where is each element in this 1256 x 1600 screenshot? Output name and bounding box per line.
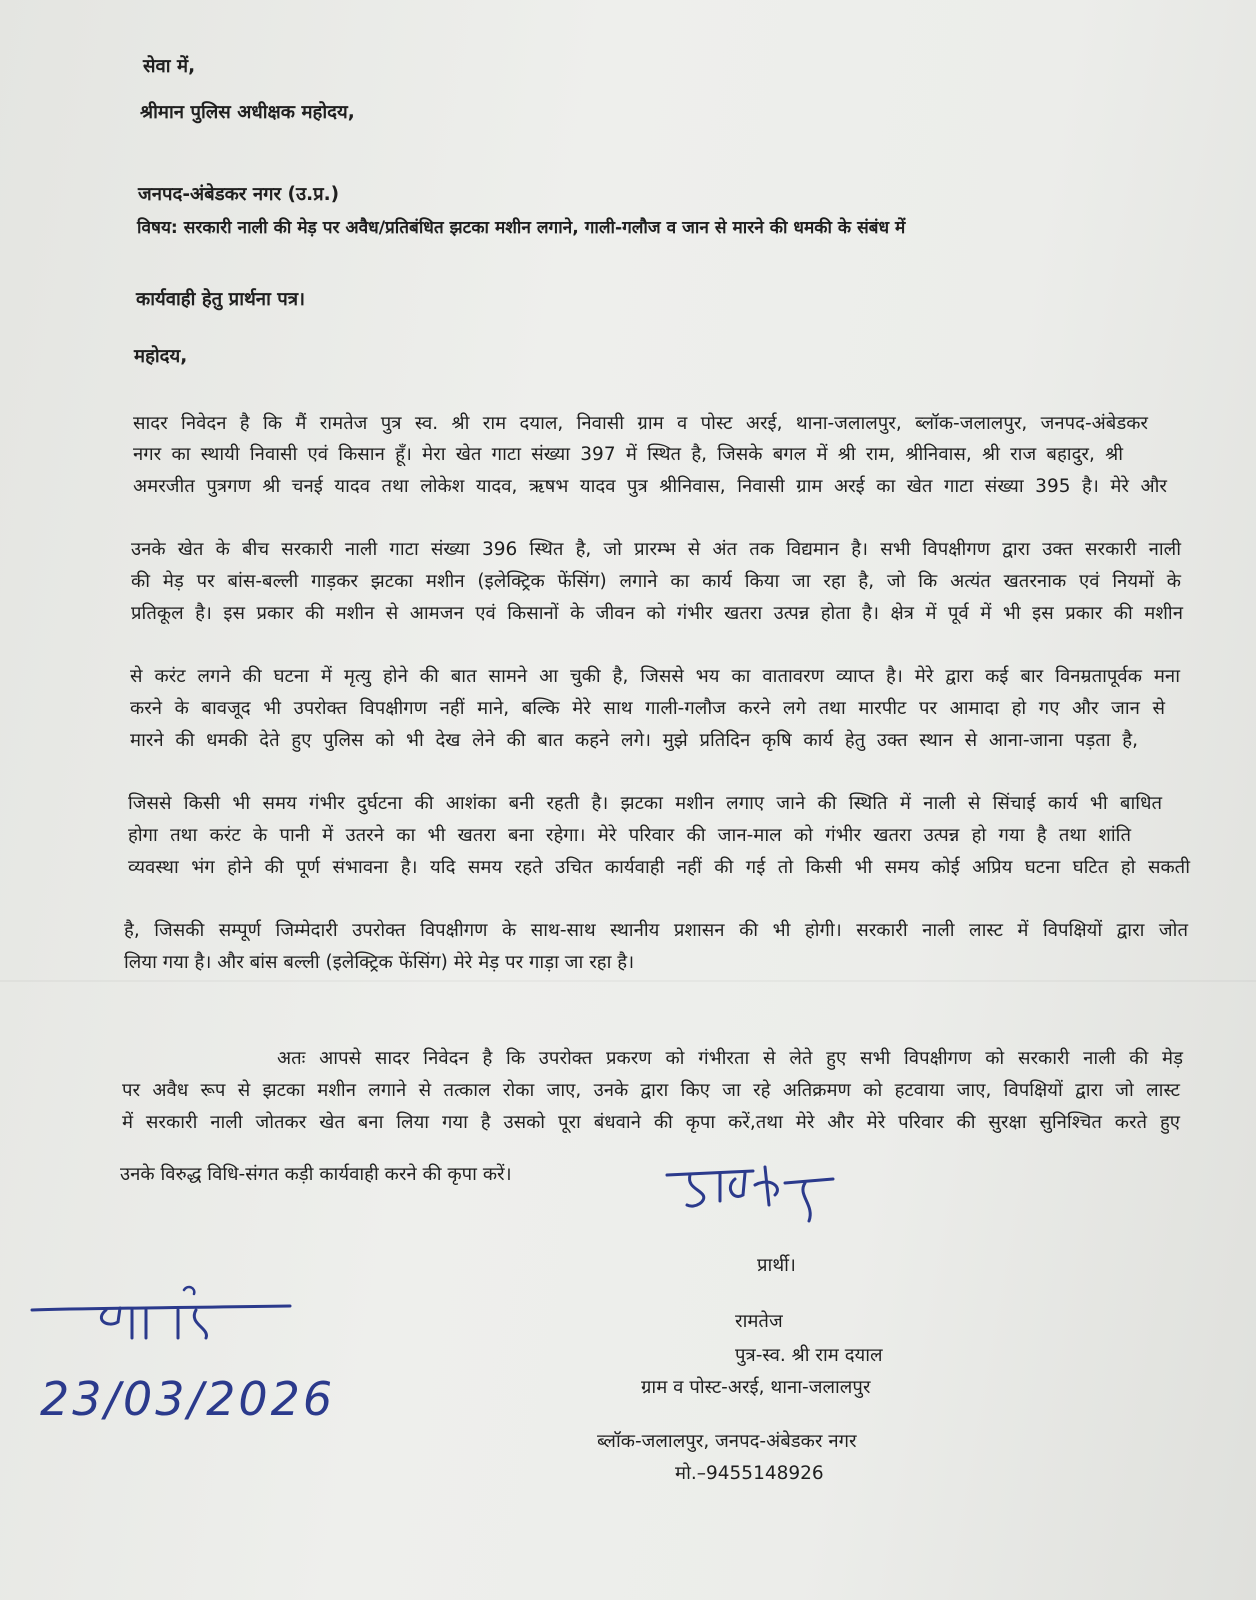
applicant-label: प्रार्थी। (757, 1255, 796, 1276)
handwritten-date-label (28, 1282, 298, 1342)
body-line: जिससे किसी भी समय गंभीर दुर्घटना की आशंका बनी रहती है। झटका मशीन लगाए जाने की स्थिति में नाली से सिंचाई कार्य भी बाधित (128, 793, 1162, 814)
greeting: महोदय, (134, 346, 188, 367)
applicant-block: ब्लॉक-जलालपुर, जनपद-अंबेडकर नगर (597, 1431, 857, 1452)
subject-line-1: विषय: सरकारी नाली की मेड़ पर अवैध/प्रतिबंधित झटका मशीन लगाने, गाली-गलौज व जान से मारने की धमकी के संबंध में (137, 218, 906, 238)
body-line: करने के बावजूद भी उपरोक्त विपक्षीगण नहीं माने, बल्कि मेरे साथ गाली-गलौज करने लगे तथा मारपीट पर आमादा हो गए और जान से (130, 698, 1165, 719)
body-line: की मेड़ पर बांस-बल्ली गाड़कर झटका मशीन (इलेक्ट्रिक फेंसिंग) लगाने का कार्य किया जा रहा है, जो कि अत्यंत खतरनाक एवं नियमों के (131, 571, 1181, 592)
request-line: उनके विरुद्ध विधि-संगत कड़ी कार्यवाही करने की कृपा करें। (120, 1164, 512, 1185)
body-line: अमरजीत पुत्रगण श्री चनई यादव तथा लोकेश यादव, ऋषभ यादव पुत्र श्रीनिवास, निवासी ग्राम अरई का खेत गाटा संख्या 395 है। मेरे और (133, 476, 1167, 497)
body-line: प्रतिकूल है। इस प्रकार की मशीन से आमजन एवं किसानों के जीवन को गंभीर खतरा उत्पन्न होता है। क्षेत्र में पूर्व में भी इस प्रकार की मशीन (131, 603, 1183, 624)
applicant-village: ग्राम व पोस्ट-अरई, थाना-जलालपुर (641, 1377, 871, 1398)
request-line: पर अवैध रूप से झटका मशीन लगाने से तत्काल रोका जाए, उनके द्वारा किए जा रहे अतिक्रमण को हटवाया जाए, विपक्षियों द्वारा जो लास्ट (122, 1080, 1180, 1101)
handwritten-date: 23/03/2026 (40, 1372, 336, 1426)
addressee: श्रीमान पुलिस अधीक्षक महोदय, (140, 102, 355, 123)
salutation-to: सेवा में, (143, 56, 196, 77)
applicant-parent: पुत्र-स्व. श्री राम दयाल (735, 1345, 883, 1366)
body-line: होगा तथा करंट के पानी में उतरने का भी खतरा बना रहेगा। मेरे परिवार की जान-माल को गंभीर खतरा उत्पन्न हो गया है तथा शांति (128, 825, 1131, 846)
district-line: जनपद-अंबेडकर नगर (उ.प्र.) (138, 184, 340, 205)
body-line: सादर निवेदन है कि मैं रामतेज पुत्र स्व. श्री राम दयाल, निवासी ग्राम व पोस्ट अरई, थाना-जलालपुर, ब्लॉक-जलालपुर, जनपद-अंबेडकर (133, 413, 1148, 434)
body-line: है, जिसकी सम्पूर्ण जिम्मेदारी उपरोक्त विपक्षीगण के साथ-साथ स्थानीय प्रशासन की भी होगी। सरकारी नाली लास्ट में विपक्षियों द्वारा जोत (124, 920, 1188, 941)
body-line: नगर का स्थायी निवासी एवं किसान हूँ। मेरा खेत गाटा संख्या 397 में स्थित है, जिसके बगल में श्री राम, श्रीनिवास, श्री राज बहादुर, श्री (133, 444, 1123, 465)
signature-mark (665, 1165, 845, 1245)
body-line: उनके खेत के बीच सरकारी नाली गाटा संख्या 396 स्थित है, जो प्रारम्भ से अंत तक विद्यमान है। सभी विपक्षीगण द्वारा उक्त सरकारी नाली (131, 539, 1181, 560)
paper-fold-line (0, 980, 1256, 982)
applicant-name: रामतेज (735, 1311, 783, 1332)
request-line: अतः आपसे सादर निवेदन है कि उपरोक्त प्रकरण को गंभीरता से लेते हुए सभी विपक्षीगण को सरकारी नाली की मेड़ (277, 1048, 1183, 1069)
applicant-mobile: मो.–9455148926 (675, 1463, 824, 1484)
request-line: में सरकारी नाली जोतकर खेत बना लिया गया है उसको पूरा बंधवाने की कृपा करें,तथा मेरे और मेरे परिवार की सुरक्षा सुनिश्चित करते हुए (122, 1112, 1180, 1133)
body-line: से करंट लगने की घटना में मृत्यु होने की बात सामने आ चुकी है, जिससे भय का वातावरण व्याप्त है। मेरे द्वारा कई बार विनम्रतापूर्वक मना (130, 666, 1180, 687)
body-line: व्यवस्था भंग होने की पूर्ण संभावना है। यदि समय रहते उचित कार्यवाही नहीं की गई तो किसी भी समय कोई अप्रिय घटना घटित हो सकती (128, 857, 1190, 878)
body-line: लिया गया है। और बांस बल्ली (इलेक्ट्रिक फेंसिंग) मेरे मेड़ पर गाड़ा जा रहा है। (124, 952, 635, 973)
body-line: मारने की धमकी देते हुए पुलिस को भी देख लेने की बात कहने लगे। मुझे प्रतिदिन कृषि कार्य हेतु उक्त स्थान से आना-जाना पड़ता है, (130, 730, 1138, 751)
subject-line-2: कार्यवाही हेतु प्रार्थना पत्र। (136, 289, 306, 310)
